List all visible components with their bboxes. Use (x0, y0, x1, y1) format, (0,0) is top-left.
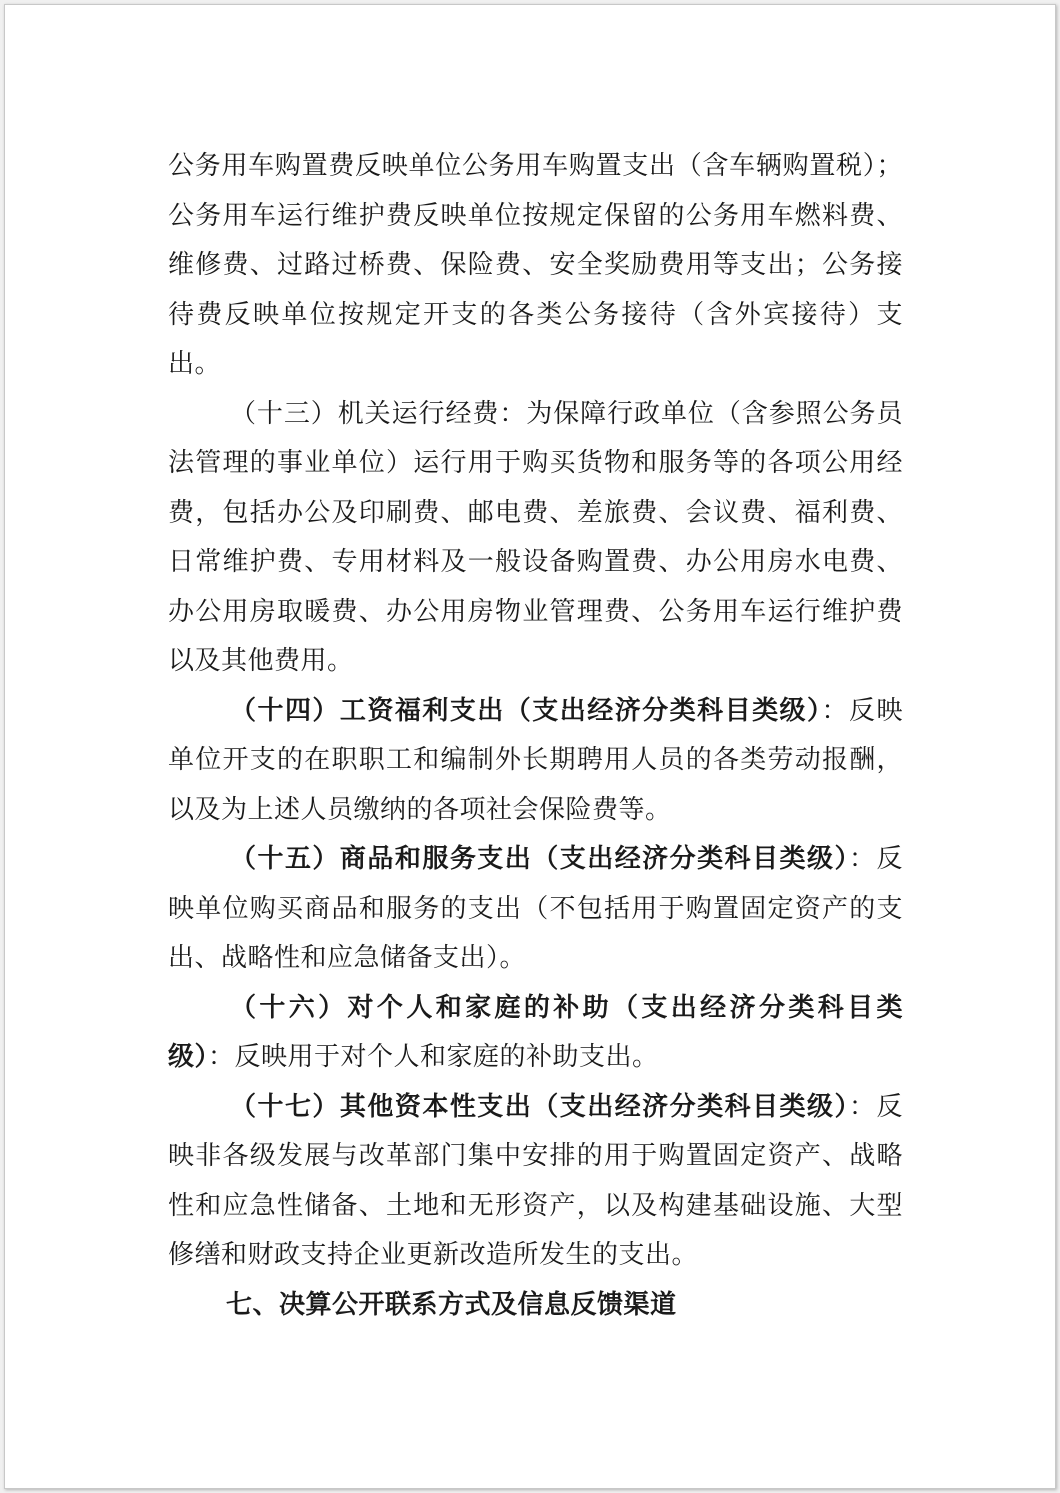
paragraph-item-17 (168, 1083, 903, 1281)
paragraph-text: 公务用车购置费反映单位公务用车购置支出（含车辆购置税）；公务用车运行维护费反映单位按规定保留的公务用车燃料费、维修费、过路过桥费、保险费、安全奖励费用等支出；公务接待费反映单位按规定开支的各类公务接待（含外宾接待）支出。 (168, 151, 903, 379)
paragraph-text: ：反映用于对个人和家庭的补助支出。 (208, 1042, 659, 1072)
paragraph-lead: （十五）商品和服务支出（支出经济分类科目类级） (230, 844, 849, 874)
paragraph-lead: （十六）对个人和家庭的补助（支出经济分类科目类级） (168, 992, 903, 1072)
section-heading: 七、决算公开联系方式及信息反馈渠道 (226, 1289, 677, 1320)
document-body (168, 142, 903, 1330)
paragraph-lead: （十四）工资福利支出（支出经济分类科目类级） (230, 695, 822, 726)
paragraph-item-15 (168, 835, 903, 984)
paragraph-item-14 (168, 687, 903, 836)
paragraph-text: （十三）机关运行经费：为保障行政单位（含参照公务员法管理的事业单位）运行用于购买货物和服务等的各项公用经费，包括办公及印刷费、邮电费、差旅费、会议费、福利费、日常维护费、专用材料及一般设备购置费、办公用房水电费、办公用房取暖费、办公用房物业管理费、公务用车运行维护费以及其他费用。 (168, 398, 903, 676)
document-page (4, 4, 1056, 1489)
paragraph-item-16 (168, 984, 903, 1083)
paragraph-item-13 (168, 390, 903, 687)
paragraph-text: ：反映非各级发展与改革部门集中安排的用于购置固定资产、战略性和应急性储备、土地和无形资产，以及构建基础设施、大型修缮和财政支持企业更新改造所发生的支出。 (168, 1091, 903, 1270)
paragraph-lead: （十七）其他资本性支出（支出经济分类科目类级） (230, 1091, 849, 1122)
paragraph-text: ：反映单位购买商品和服务的支出（不包括用于购置固定资产的支出、战略性和应急储备支出）。 (168, 844, 903, 973)
paragraph-text: ：反映单位开支的在职职工和编制外长期聘用人员的各类劳动报酬，以及为上述人员缴纳的各项社会保险费等。 (168, 695, 903, 825)
paragraph-vehicle-costs (168, 142, 903, 390)
